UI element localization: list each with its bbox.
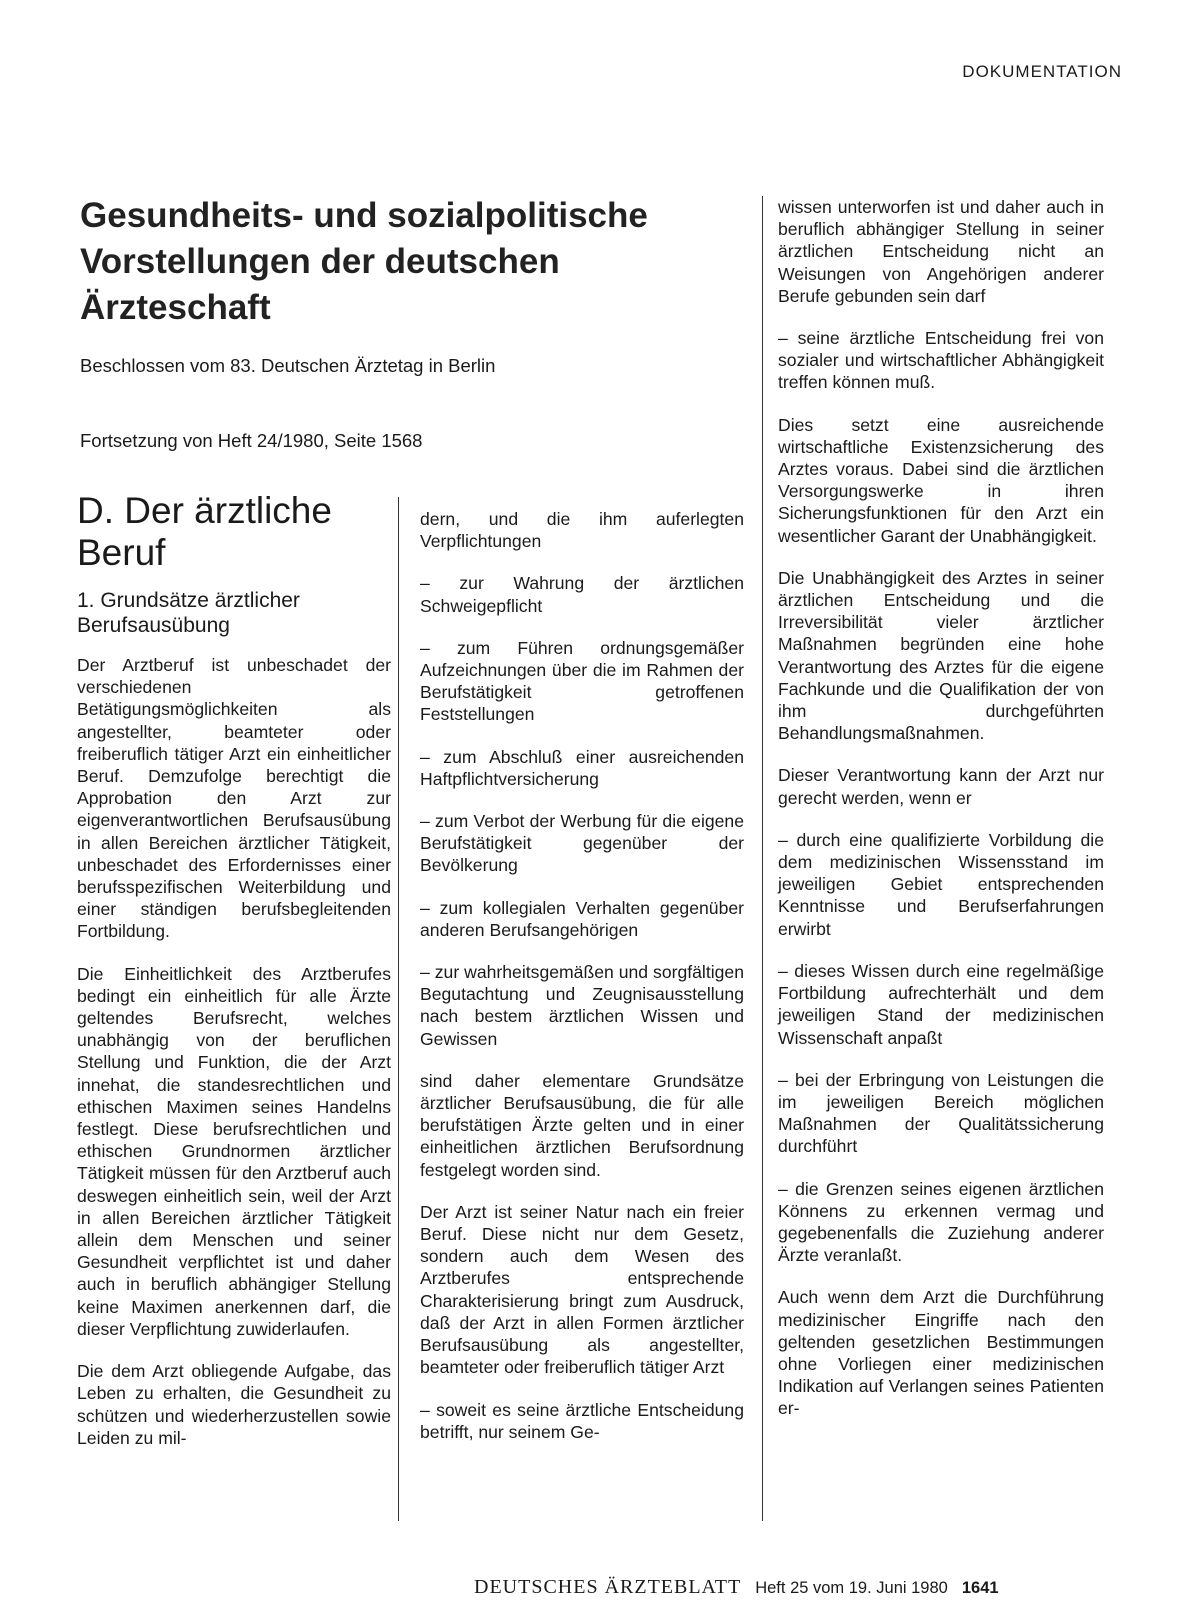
section-label: DOKUMENTATION bbox=[962, 62, 1122, 81]
journal-name: DEUTSCHES ÄRZTEBLATT bbox=[474, 1576, 742, 1598]
paragraph: Die dem Arzt obliegende Aufgabe, das Leben zu erhalten, die Gesundheit zu schützen und wiederherzustellen sowie Leiden zu mil- bbox=[77, 1361, 391, 1448]
list-item: – dieses Wissen durch eine regelmäßige Fortbildung aufrechterhält und dem jeweiligen Stand der medizinischen Wissenschaft anpaßt bbox=[778, 960, 1104, 1048]
column-divider bbox=[398, 497, 399, 1521]
paragraph: Auch wenn dem Arzt die Durchführung medizinischer Eingriffe nach den geltenden gesetzlichen Bestimmungen ohne Vorliegen einer medizinischen Indikation auf Verlangen seines Patienten er- bbox=[778, 1287, 1104, 1419]
paragraph: Dies setzt eine ausreichende wirtschaftliche Existenzsicherung des Arztes voraus. Dabei sind die ärztlichen Versorgungswerke in ihren Sicherungsfunktionen für den Arzt ein wesentlicher Garant der Unabhängigkeit. bbox=[778, 414, 1104, 546]
list-item: – zum Abschluß einer ausreichenden Haftpflichtversicherung bbox=[420, 746, 744, 789]
list-item: – zum kollegialen Verhalten gegenüber anderen Berufsangehörigen bbox=[420, 897, 744, 940]
subsection-heading: 1. Grundsätze ärztlicher Berufsausübung bbox=[77, 589, 300, 637]
list-item: – seine ärztliche Entscheidung frei von sozialer und wirtschaftlicher Abhängigkeit treffen können muß. bbox=[778, 328, 1104, 393]
list-item: – zur wahrheitsgemäßen und sorgfältigen Begutachtung und Zeugnisausstellung nach bestem ärztlichen Wissen und Gewissen bbox=[420, 962, 744, 1049]
paragraph: Die Unabhängigkeit des Arztes in seiner ärztlichen Entscheidung und die Irreversibilität vieler ärztlicher Maßnahmen begründen eine hohe Verantwortung des Arztes für die eigene Fachkunde und die Qualifikation der von ihm durchgeführten Behandlungsmaßnahmen. bbox=[778, 567, 1104, 744]
list-item: – die Grenzen seines eigenen ärztlichen Könnens zu erkennen vermag und gegebenenfalls die Zuziehung anderer Ärzte veranlaßt. bbox=[778, 1178, 1104, 1266]
article-subtitle: Beschlossen vom 83. Deutschen Ärztetag in Berlin bbox=[80, 355, 496, 376]
text-column-2 bbox=[420, 508, 744, 1463]
text-column-1 bbox=[77, 490, 391, 1469]
text-column-3 bbox=[778, 196, 1104, 1440]
paragraph: sind daher elementare Grundsätze ärztlicher Berufsausübung, die für alle berufstätigen Ärzte gelten und in einer einheitlichen ärztlichen Berufsordnung festgelegt worden sind. bbox=[420, 1070, 744, 1180]
paragraph: Dieser Verantwortung kann der Arzt nur gerecht werden, wenn er bbox=[778, 765, 1104, 808]
list-item: – zum Führen ordnungsgemäßer Aufzeichnungen über die im Rahmen der Berufstätigkeit getroffenen Feststellungen bbox=[420, 637, 744, 725]
paragraph: wissen unterworfen ist und daher auch in beruflich abhängiger Stellung in seiner ärztlichen Entscheidung nicht an Weisungen von Angehörigen anderer Berufe gebunden sein darf bbox=[778, 197, 1104, 306]
continuation-note: Fortsetzung von Heft 24/1980, Seite 1568 bbox=[80, 430, 423, 451]
paragraph: dern, und die ihm auferlegten Verpflichtungen bbox=[420, 509, 744, 552]
column-divider bbox=[762, 196, 763, 1521]
list-item: – zum Verbot der Werbung für die eigene Berufstätigkeit gegenüber der Bevölkerung bbox=[420, 811, 744, 876]
paragraph: Der Arztberuf ist unbeschadet der verschiedenen Betätigungsmöglichkeiten als angestellter, beamteter oder freiberuflich tätiger Arzt ein einheitlicher Beruf. Demzufolge berechtigt die Approbation den Arzt zur eigenverantwortlichen Berufsausübung in allen Bereichen ärztlicher Tätigkeit, unbeschadet des Erfordernisses einer berufsspezifischen Weiterbildung und einer ständigen berufsbegleitenden Fortbildung. bbox=[77, 655, 391, 942]
paragraph: Die Einheitlichkeit des Arztberufes bedingt ein einheitlich für alle Ärzte geltendes Berufsrecht, welches unabhängig von der beruflichen Stellung und Funktion, die der Arzt innehat, die standesrechtlichen und ethischen Maximen seines Handelns festlegt. Diese berufsrechtlichen und ethischen Grundnormen ärztlicher Tätigkeit müssen für den Arztberuf auch deswegen einheitlich sein, weil der Arzt in allen Bereichen ärztlicher Tätigkeit allein dem Menschen und seiner Gesundheit verpflichtet ist und daher auch in beruflich abhängiger Stellung keine Maximen anerkennen darf, die dieser Verpflichtung zuwiderlaufen. bbox=[77, 963, 391, 1339]
page-number: 1641 bbox=[961, 1579, 999, 1597]
article-title: Gesundheits- und sozialpolitische Vorstellungen der deutschen Ärzteschaft bbox=[80, 196, 648, 327]
page-footer bbox=[474, 1576, 1124, 1599]
list-item: – durch eine qualifizierte Vorbildung die dem medizinischen Wissensstand im jeweiligen Gebiet entsprechenden Kenntnisse und Berufserfahrungen erwirbt bbox=[778, 829, 1104, 939]
list-item: – zur Wahrung der ärztlichen Schweigepflicht bbox=[420, 573, 744, 616]
section-heading: D. Der ärztliche Beruf bbox=[77, 490, 332, 573]
list-item: – soweit es seine ärztliche Entscheidung betrifft, nur seinem Ge- bbox=[420, 1399, 744, 1442]
paragraph: Der Arzt ist seiner Natur nach ein freier Beruf. Diese nicht nur dem Gesetz, sondern auch dem Wesen des Arztberufes entsprechende Charakterisierung bringt zum Ausdruck, daß der Arzt in allen Formen ärztlicher Berufsausübung als angestellter, beamteter oder freiberuflich tätiger Arzt bbox=[420, 1201, 744, 1378]
issue-info: Heft 25 vom 19. Juni 1980 bbox=[755, 1579, 948, 1597]
list-item: – bei der Erbringung von Leistungen die im jeweiligen Bereich möglichen Maßnahmen der Qualitätssicherung durchführt bbox=[778, 1069, 1104, 1157]
